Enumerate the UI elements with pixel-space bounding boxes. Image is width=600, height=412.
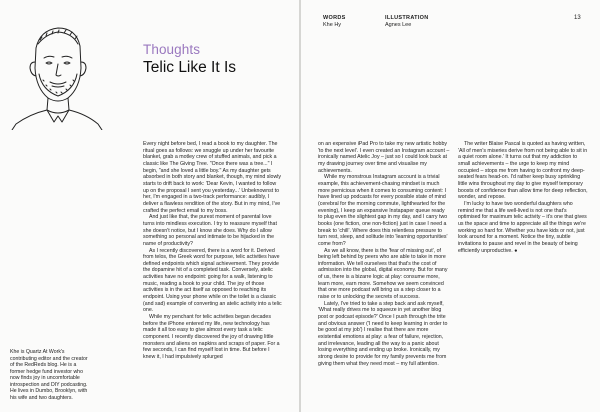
section-kicker: Thoughts	[143, 42, 201, 57]
article-column-middle	[318, 141, 450, 367]
paragraph: While my penchant for telic activities began decades before the iPhone entered my life, new technology has made it all too easy to give almost every task a telic component. I recently discovered the joy of drawing little monsters and aliens on napkins and scraps of paper. For a few seconds, I can find myself lost in time. But before I knew it, I had impulsively splurged	[143, 314, 280, 360]
paragraph: And just like that, the purest moment of parental love turns into mindless execution. I try to reassure myself that she doesn't notice, but I know she does. Why do I allow something so personal and intimate to be hijacked in the name of productivity?	[143, 214, 277, 247]
credit-words	[323, 15, 346, 29]
paragraph: The writer Blaise Pascal is quoted as having written, 'All of men's miseries derive from not being able to sit in a quiet room alone.' It turns out that my addiction to small achievements – the urge to keep my mind occupied – stops me from having to confront my deep-seated fears head-on. I'd rather keep busy sprinkling little wins throughout my day to give myself temporary boosts of confidence than allow time for deep reflection, wonder, and repose.	[458, 141, 588, 201]
author-portrait-illustration	[6, 18, 106, 130]
article-headline: Telic Like It Is	[143, 59, 237, 76]
credit-words-label: WORDS	[323, 15, 346, 21]
paragraph: While my monstrous Instagram account is a trivial example, this achievement-chasing mindset is much more pernicious when it comes to consuming content: I have lined up podcasts for every possible state of mind (cerebral for the morning commute, lighthearted for the evening), I keep an expansive Instapaper queue ready to plug even the slightest gap in my day, and I carry two books (one fiction, one non-fiction) just in case I need a break to 'chill'. Where does this relentless pressure to turn rest, sleep, and solitude into 'learning opportunities' come from?	[318, 174, 448, 247]
paragraph: As we all know, there is the 'fear of missing out', of being left behind by peers who are able to take in more information. We tell ourselves that that's the cost of admission into the global, digital economy. But for many of us, there is a bizarre logic at play: consume more, learn more, earn more. Somehow we seem convinced that one more podcast will bring us a step closer to a raise or to unlocking the secrets of success.	[318, 247, 448, 301]
credit-illustration-name: Agnes Lee	[385, 22, 412, 28]
author-bio: Khe is Quartz At Work's contributing editor and the creator of the RedReds blog. He is a former hedge fund investor who now finds joy in uncomfortable introspection and DIY podcasting. He lives in Dumbo, Brooklyn, with his wife and two daughters.	[10, 349, 88, 401]
article-column-right	[458, 141, 590, 254]
paragraph: on an expensive iPad Pro to take my new artistic hobby 'to the next level'. I even created an Instagram account – ironically named Atelic Joy – just so I could look back at my drawing journey over time and visualise my achievements.	[318, 141, 450, 174]
article-column-left	[143, 141, 283, 361]
paragraph: I'm lucky to have two wonderful daughters who remind me that a life well-lived is not one that's optimised for maximum telic activity – it's one that gives us the space and time to appreciate all the things we're working so hard for. Whether you have kids or not, just look around for a moment. Notice the tiny, subtle invitations to pause and revel in the beauty of being efficiently unproductive. ●	[458, 200, 587, 254]
paragraph: Lately, I've tried to take a step back and ask myself, 'What really drives me to squeeze in yet another blog post or podcast episode?' Once I push through the trite and obvious answer ('I need to keep learning in order to be good at my job') I realise that there are more existential emotions at play: a fear of failure, rejection, and irrelevance, leading all the way to a panic about losing everything and ending up broke. Ironically, my strong desire to provide for my family prevents me from giving them what they need most – my full attention.	[318, 300, 448, 367]
credit-illustration-label: ILLUSTRATION	[385, 15, 429, 21]
paragraph: Every night before bed, I read a book to my daughter. The ritual goes as follows: we snuggle up under her favourite blanket, grab a motley crew of stuffed animals, and pick a classic like The Giving Tree. "Once there was a tree..." I begin, "and she loved a little boy." As my daughter gets absorbed in both story and blanket, though, my mind slowly starts to drift back to work: 'Dear Kevin, I wanted to follow up on the proposal I sent you yesterday...' Unbeknownst to her, I'm engaged in a two-track performance: audibly, I deliver a flawless rendition of the story. But in my mind, I've crafted the perfect email to my boss.	[143, 141, 282, 214]
credit-illustration	[385, 15, 429, 29]
left-page	[0, 0, 299, 412]
paragraph: As I recently discovered, there is a word for it. Derived from telos, the Greek word for purpose, telic activities have defined endpoints which signal achievement. They provide the dopamine hit of a completed task. Conversely, atelic activities have no endpoint: going for a walk, listening to music, reading a book to your child. The joy of those activities is in the act itself as opposed to reaching its endpoint. Using your phone while on the toilet is a classic (and sad) example of converting an atelic activity into a telic one.	[143, 247, 282, 314]
credit-words-name: Khe Hy	[323, 22, 342, 28]
page-number: 13	[574, 15, 581, 21]
